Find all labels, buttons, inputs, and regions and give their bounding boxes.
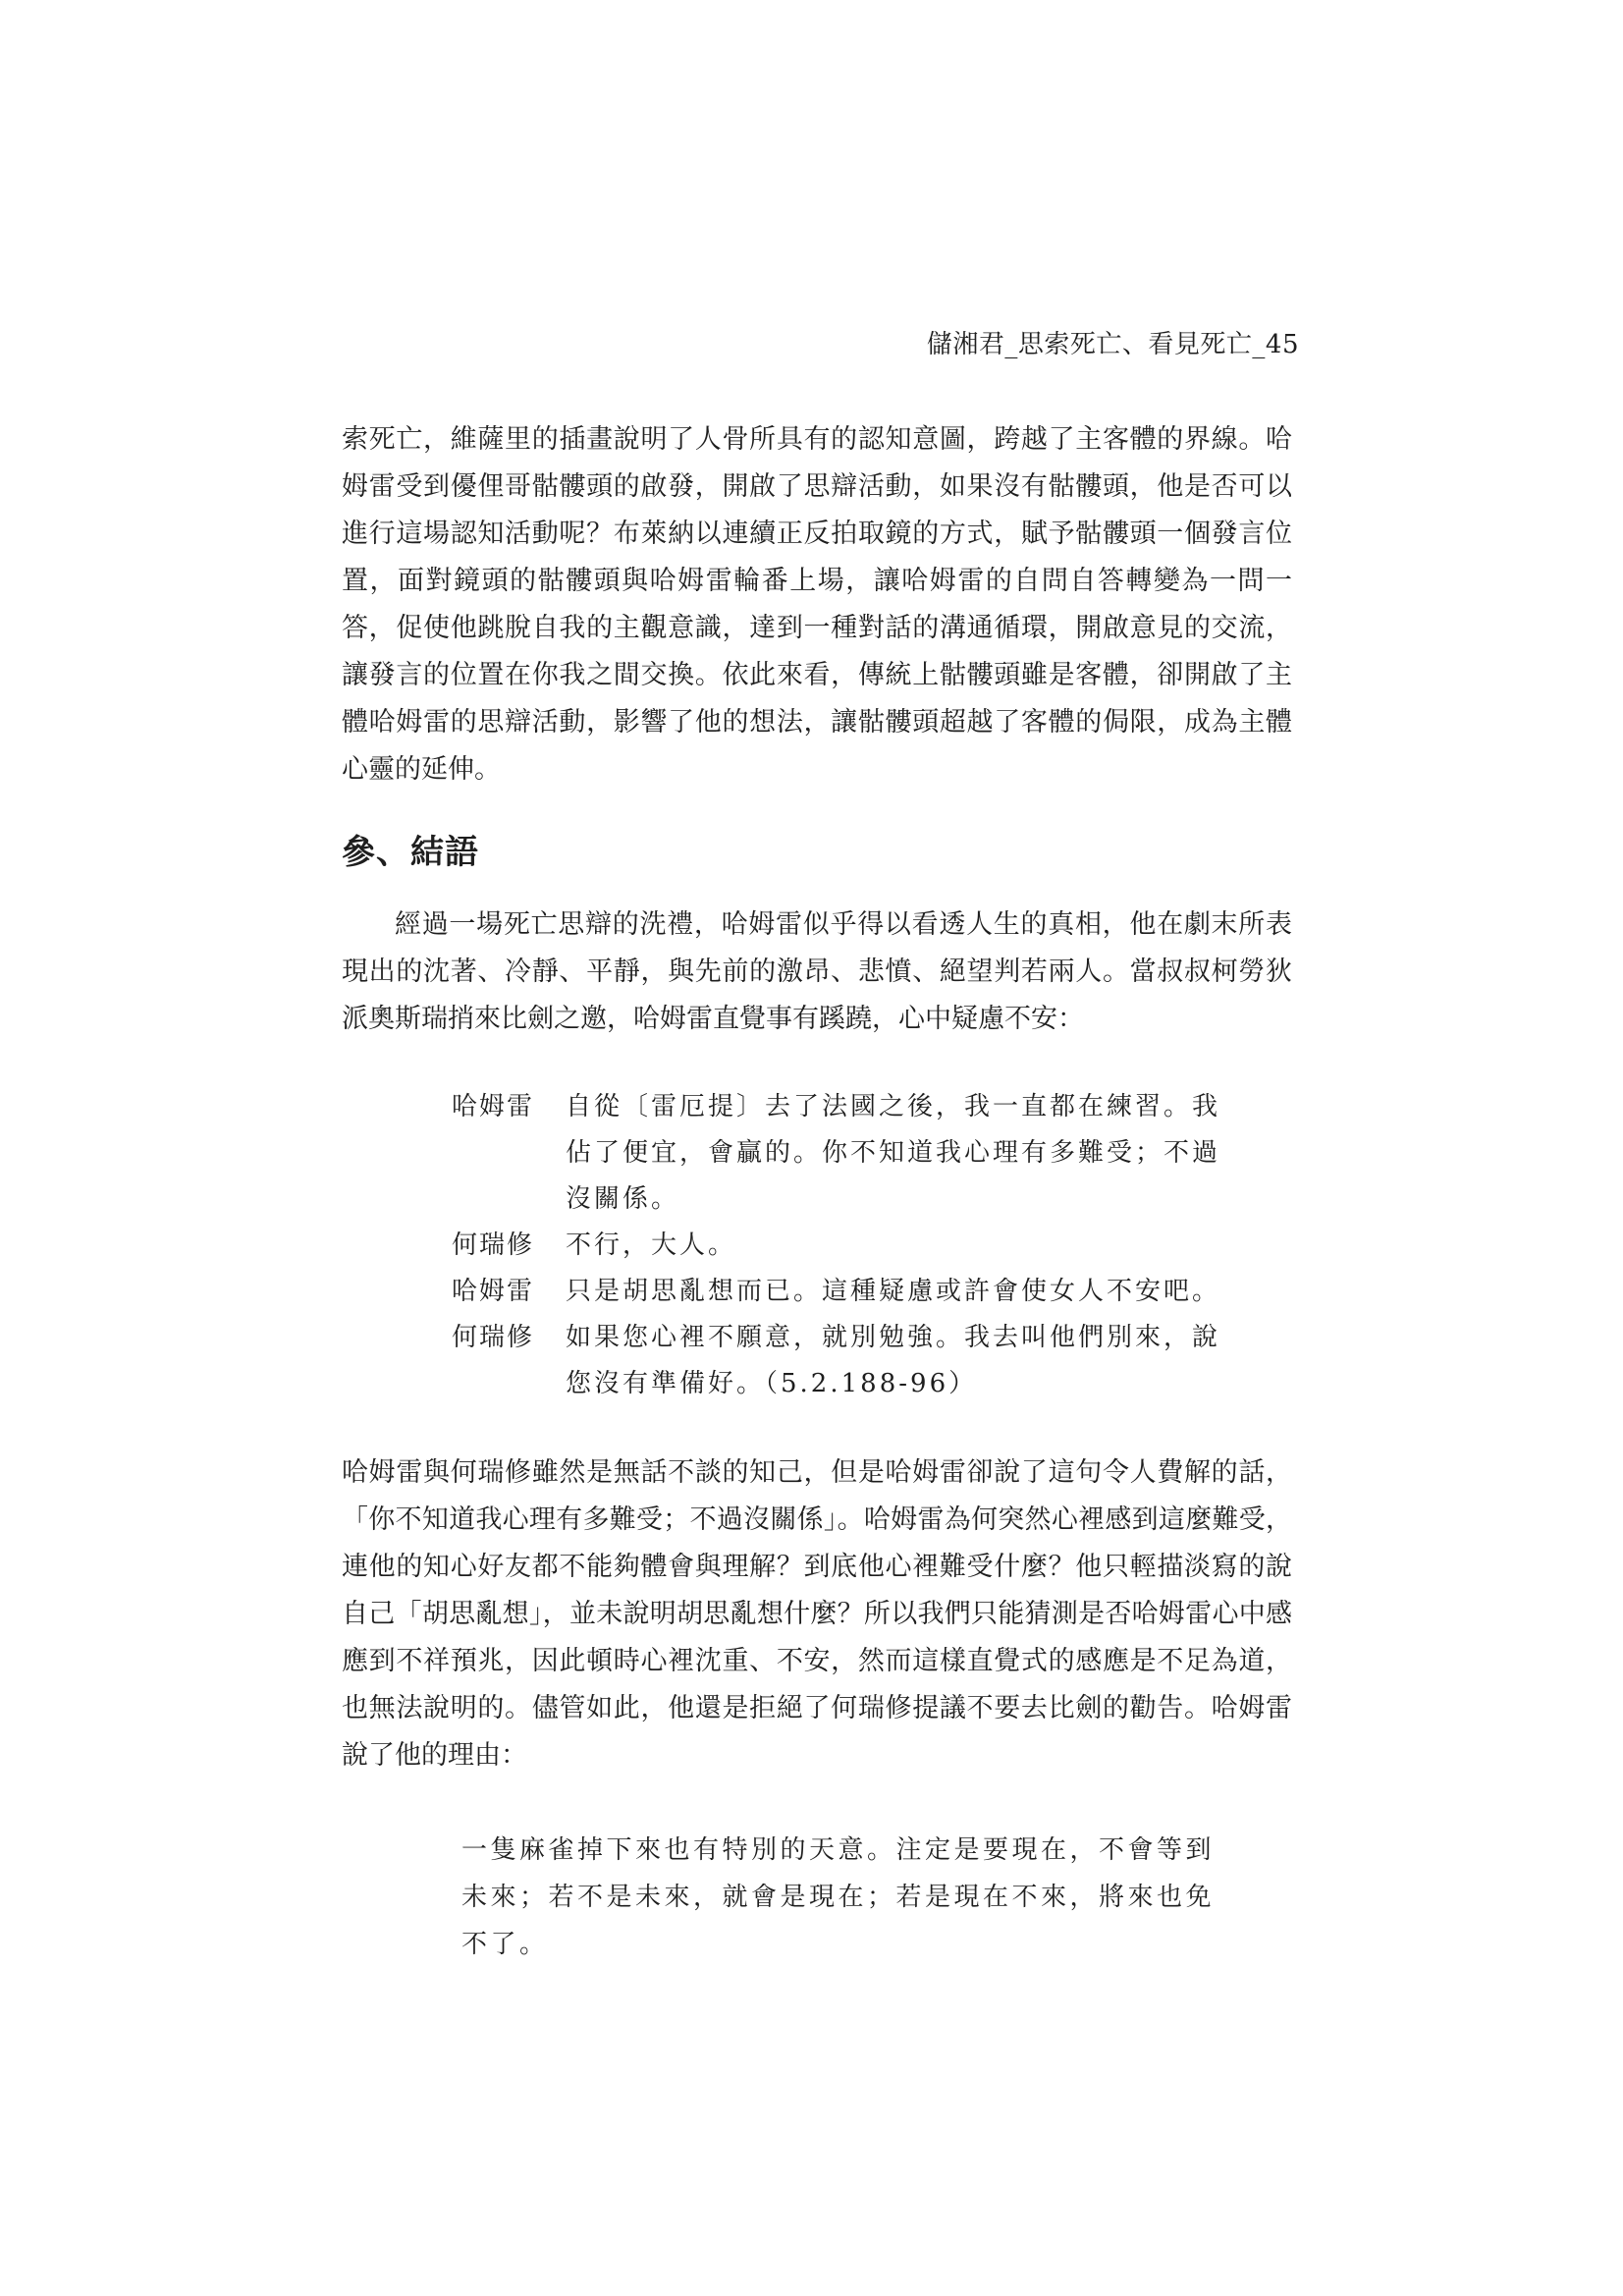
dialogue-line: 自從〔雷厄提〕去了法國之後，我一直都在練習。我佔了便宜，會贏的。你不知道我心理有多難受；不過沒關係。 [566, 1092, 1221, 1214]
dialogue-speaker: 何瑞修 [452, 1323, 535, 1352]
dialogue-row [452, 1269, 1227, 1315]
section-heading: 參、結語 [342, 833, 479, 872]
body-paragraph-3: 哈姆雷與何瑞修雖然是無話不談的知己，但是哈姆雷卻說了這句令人費解的話，「你不知道我心理有多難受；不過沒關係」。哈姆雷為何突然心裡感到這麼難受，連他的知心好友都不能夠體會與理解？到底他心裡難受什麼？他只輕描淡寫的說自己「胡思亂想」，並未說明胡思亂想什麼？所以我們只能猜測是否哈姆雷心中感應到不祥預兆，因此頓時心裡沈重、不安，然而這樣直覺式的感應是不足為道，也無法說明的。儘管如此，他還是拒絕了何瑞修提議不要去比劍的勸告。哈姆雷說了他的理由： [342, 1457, 1292, 1771]
dialogue-speaker: 何瑞修 [452, 1230, 535, 1260]
running-head: 儲湘君_思索死亡、看見死亡_45 [926, 330, 1299, 359]
block-quote: 一隻麻雀掉下來也有特別的天意。注定是要現在，不會等到未來；若不是未來，就會是現在；若是現在不來，將來也免不了。 [461, 1835, 1216, 1959]
dialogue-row [452, 1315, 1227, 1407]
body-paragraph-2: 經過一場死亡思辯的洗禮，哈姆雷似乎得以看透人生的真相，他在劇末所表現出的沈著、冷靜、平靜，與先前的激昂、悲憤、絕望判若兩人。當叔叔柯勞狄派奧斯瑞捎來比劍之邀，哈姆雷直覺事有蹊蹺，心中疑慮不安： [342, 909, 1292, 1034]
dialogue-speaker: 哈姆雷 [452, 1277, 535, 1306]
dialogue-line: 只是胡思亂想而已。這種疑慮或許會使女人不安吧。 [566, 1277, 1221, 1306]
dialogue-block [452, 1084, 1227, 1407]
dialogue-speaker: 哈姆雷 [452, 1092, 535, 1121]
dialogue-line: 如果您心裡不願意，就別勉強。我去叫他們別來，說您沒有準備好。（5.2.188-96） [566, 1323, 1221, 1398]
dialogue-line: 不行，大人。 [566, 1230, 737, 1260]
dialogue-row [452, 1223, 1227, 1269]
body-paragraph-1: 索死亡，維薩里的插畫說明了人骨所具有的認知意圖，跨越了主客體的界線。哈姆雷受到優俚哥骷髏頭的啟發，開啟了思辯活動，如果沒有骷髏頭，他是否可以進行這場認知活動呢？布萊納以連續正反拍取鏡的方式，賦予骷髏頭一個發言位置，面對鏡頭的骷髏頭與哈姆雷輪番上場，讓哈姆雷的自問自答轉變為一問一答，促使他跳脫自我的主觀意識，達到一種對話的溝通循環，開啟意見的交流，讓發言的位置在你我之間交換。依此來看，傳統上骷髏頭雖是客體，卻開啟了主體哈姆雷的思辯活動，影響了他的想法，讓骷髏頭超越了客體的侷限，成為主體心靈的延伸。 [342, 424, 1292, 785]
dialogue-row [452, 1084, 1227, 1223]
